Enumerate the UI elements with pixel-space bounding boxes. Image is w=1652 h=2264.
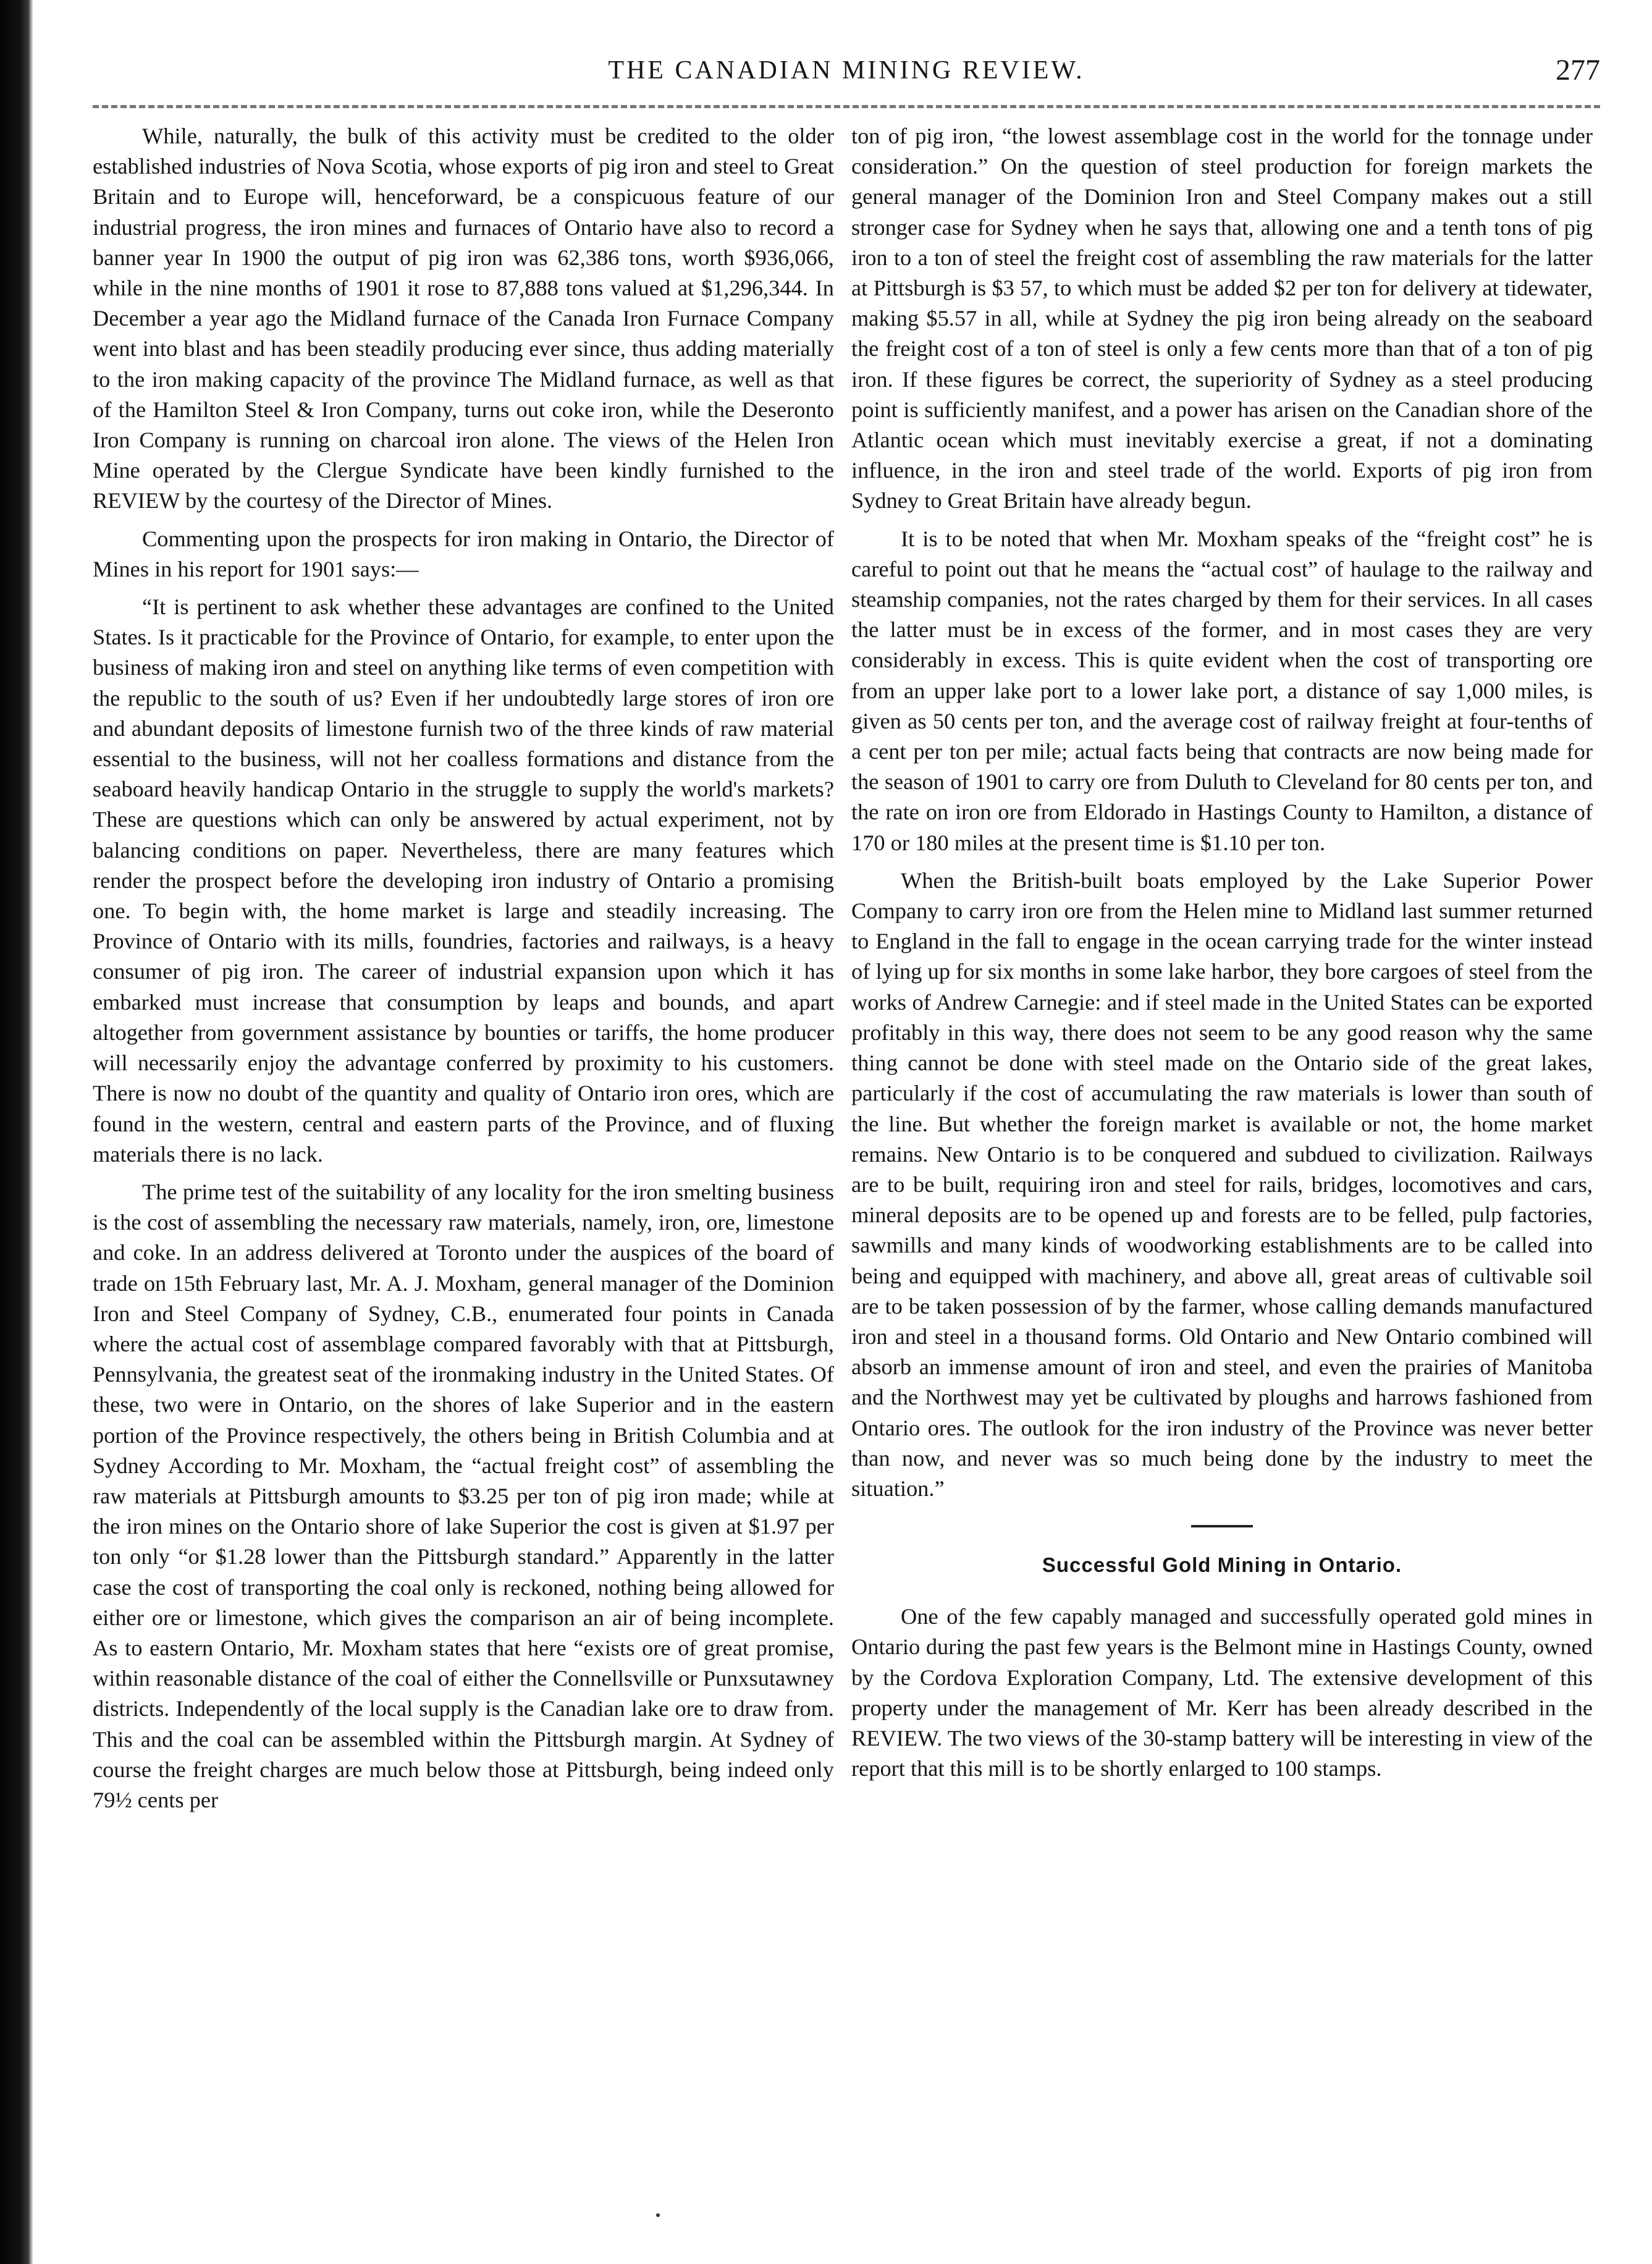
paragraph: When the British-built boats employed by the Lake Superior Power Company to carry iron ore from the Helen mine to Midland last summer returned to England in the fall to engage in the ocean carrying trade for the winter instead of lying up for six months in some lake harbor, they bore cargoes of steel from the works of Andrew Carnegie: and if steel made in the United States can be exported profitably in this way, there does not seem to be any good reason why the same thing cannot be done with steel made on the Ontario side of the great lakes, particularly if the cost of accumulating the raw materials is lower than south of the line. But whether the foreign market is available or not, the home market remains. New Ontario is to be conquered and subdued to civilization. Railways are to be built, requiring iron and steel for rails, bridges, locomotives and cars, mineral deposits are to be opened up and forests are to be felled, pulp factories, sawmills and many kinds of woodworking establishments are to be called into being and equipped with machinery, and above all, great areas of cultivable soil are to be taken possession of by the farmer, whose calling demands manufactured iron and steel in a thousand forms. Old Ontario and New Ontario combined will absorb an immense amount of iron and steel, and even the prairies of Manitoba and the Northwest may yet be cultivated by ploughs and harrows fashioned from Ontario ores. The outlook for the iron industry of the Province was never better than now, and never was so much being done by the industry to meet the situation.”	[851, 868, 1593, 1501]
left-column	[93, 121, 834, 1815]
paragraph: ton of pig iron, “the lowest assemblage cost in the world for the tonnage under consideration.” On the question of steel production for foreign markets the general manager of the Dominion Iron and Steel Company makes out a still stronger case for Sydney when he says that, allowing one and a tenth tons of pig iron to a ton of steel the freight cost of assembling the raw materials for the latter at Pittsburgh is $3 57, to which must be added $2 per ton for delivery at tidewater, making $5.57 in all, while at Sydney the pig iron being already on the seaboard the freight cost of a ton of steel is only a few cents more than that of a ton of pig iron. If these figures be correct, the superiority of Sydney as a steel producing point is sufficiently manifest, and a power has arisen on the Canadian shore of the Atlantic ocean which must inevitably exercise a great, if not a dominating influence, in the iron and steel trade of the world. Exports of pig iron from Sydney to Great Britain have already begun.	[851, 124, 1593, 513]
page-number: 277	[1556, 54, 1600, 87]
section-divider	[1191, 1525, 1253, 1527]
running-title: THE CANADIAN MINING REVIEW.	[608, 56, 1085, 85]
section-heading: Successful Gold Mining in Ontario.	[1042, 1553, 1402, 1577]
paragraph: While, naturally, the bulk of this activity must be credited to the older established industries of Nova Scotia, whose exports of pig iron and steel to Great Britain and to Europe will, henceforward, be a conspicuous feature of our industrial progress, the iron mines and furnaces of Ontario have also to record a banner year In 1900 the output of pig iron was 62,386 tons, worth $936,066, while in the nine months of 1901 it rose to 87,888 tons valued at $1,296,344. In December a year ago the Midland furnace of the Canada Iron Furnace Company went into blast and has been steadily producing ever since, thus adding materially to the iron making capacity of the province The Midland furnace, as well as that of the Hamilton Steel & Iron Company, turns out coke iron, while the Deseronto Iron Company is running on charcoal iron alone. The views of the Helen Iron Mine operated by the Clergue Syndicate have been kindly furnished to the REVIEW by the courtesy of the Director of Mines.	[93, 124, 834, 513]
print-speck	[656, 2213, 660, 2217]
right-column	[851, 121, 1593, 1784]
paragraph: It is to be noted that when Mr. Moxham speaks of the “freight cost” he is careful to point out that he means the “actual cost” of haulage to the railway and steamship companies, not the rates charged by them for their services. In all cases the latter must be in excess of the former, and in most cases they are very considerably in excess. This is quite evident when the cost of transporting ore from an upper lake port to a lower lake port, a distance of say 1,000 miles, is given as 50 cents per ton, and the average cost of railway freight at four-tenths of a cent per ton per mile; actual facts being that contracts are now being made for the season of 1901 to carry ore from Duluth to Cleveland for 80 cents per ton, and the rate on iron ore from Eldorado in Hastings County to Hamilton, a distance of 170 or 180 miles at the present time is $1.10 per ton.	[851, 526, 1593, 855]
paragraph: Commenting upon the prospects for iron making in Ontario, the Director of Mines in his report for 1901 says:—	[93, 526, 834, 581]
header-rule	[93, 105, 1600, 108]
paragraph: One of the few capably managed and successfully operated gold mines in Ontario during the past few years is the Belmont mine in Hastings County, owned by the Cordova Exploration Company, Ltd. The extensive development of this property under the management of Mr. Kerr has been already described in the REVIEW. The two views of the 30-stamp battery will be interesting in view of the report that this mill is to be shortly enlarged to 100 stamps.	[851, 1604, 1593, 1781]
paragraph: “It is pertinent to ask whether these advantages are confined to the United States. Is it practicable for the Province of Ontario, for example, to enter upon the business of making iron and steel on anything like terms of even competition with the republic to the south of us? Even if her undoubtedly large stores of iron ore and abundant deposits of limestone furnish two of the three kinds of raw material essential to the business, will not her coalless formations and distance from the seaboard heavily handicap Ontario in the struggle to supply the world's markets? These are questions which can only be answered by actual experiment, not by balancing conditions on paper. Nevertheless, there are many features which render the prospect before the developing iron industry of Ontario a promising one. To begin with, the home market is large and steadily increasing. The Province of Ontario with its mills, foundries, factories and railways, is a heavy consumer of pig iron. The career of industrial expansion upon which it has embarked must increase that consumption by leaps and bounds, and apart altogether from government assistance by bounties or tariffs, the home producer will necessarily enjoy the advantage conferred by proximity to his customers. There is now no doubt of the quantity and quality of Ontario iron ores, which are found in the western, central and eastern parts of the Province, and of fluxing materials there is no lack.	[93, 594, 834, 1167]
page-binding-edge	[0, 0, 33, 2264]
paragraph: The prime test of the suitability of any locality for the iron smelting business is the cost of assembling the necessary raw materials, namely, iron, ore, limestone and coke. In an address delivered at Toronto under the auspices of the board of trade on 15th February last, Mr. A. J. Moxham, general manager of the Dominion Iron and Steel Company of Sydney, C.B., enumerated four points in Canada where the actual cost of assemblage compared favorably with that at Pittsburgh, Pennsylvania, the greatest seat of the ironmaking industry in the United States. Of these, two were in Ontario, on the shores of lake Superior and in the eastern portion of the Province respectively, the others being in British Columbia and at Sydney According to Mr. Moxham, the “actual freight cost” of assembling the raw materials at Pittsburgh amounts to $3.25 per ton of pig iron made; while at the iron mines on the Ontario shore of lake Superior the cost is given at $1.97 per ton only “or $1.28 lower than the Pittsburgh standard.” Apparently in the latter case the cost of transporting the coal only is reckoned, nothing being allowed for either ore or limestone, which gives the comparison an air of being incomplete. As to eastern Ontario, Mr. Moxham states that here “exists ore of great promise, within reasonable distance of the coal of either the Connellsville or Punxsutawney districts. Independently of the local supply is the Canadian lake ore to draw from. This and the coal can be assembled within the Pittsburgh margin. At Sydney of course the freight charges are much below those at Pittsburgh, being indeed only 79½ cents per	[93, 1179, 834, 1812]
running-head	[93, 44, 1600, 100]
